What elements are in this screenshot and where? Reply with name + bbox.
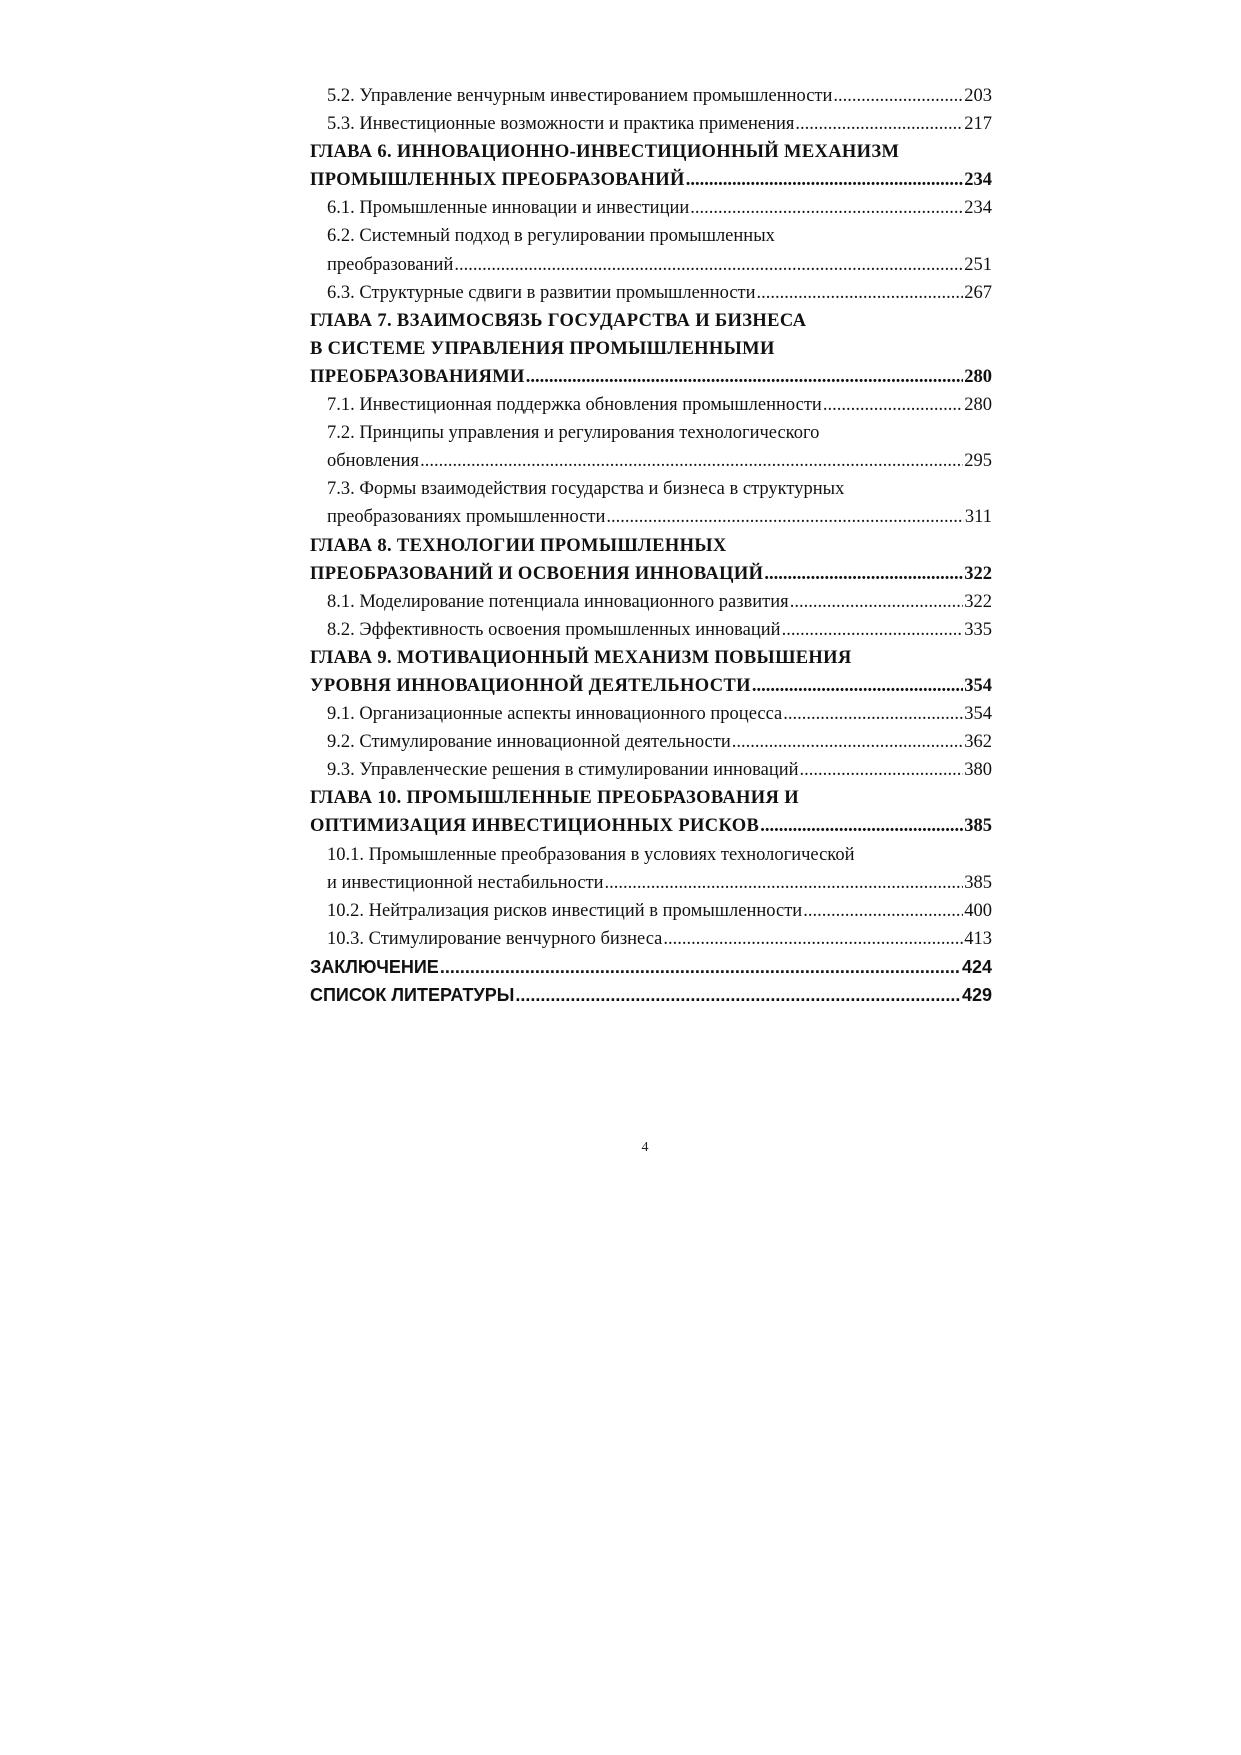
toc-entry-title: 9.1. Организационные аспекты инновационного процесса bbox=[327, 704, 783, 725]
references-title: СПИСОК ЛИТЕРАТУРЫ bbox=[310, 985, 515, 1005]
chapter-title-line1: ГЛАВА 6. ИННОВАЦИОННО-ИНВЕСТИЦИОННЫЙ МЕХАНИЗМ bbox=[310, 142, 900, 163]
toc-entry-8-2 bbox=[310, 616, 992, 644]
dot-leader bbox=[803, 897, 963, 925]
chapter-7-heading-2 bbox=[310, 335, 992, 363]
toc-entry-10-1 bbox=[310, 841, 992, 869]
chapter-page: 280 bbox=[964, 366, 992, 387]
toc-entry-5-3 bbox=[310, 110, 992, 138]
toc-entry-title-line2: и инвестиционной нестабильности bbox=[327, 872, 604, 893]
dot-leader bbox=[800, 756, 964, 784]
toc-entry-page: 385 bbox=[964, 872, 992, 893]
dot-leader bbox=[790, 588, 964, 616]
dot-leader bbox=[795, 110, 963, 138]
chapter-10-heading bbox=[310, 784, 992, 812]
toc-entry-title-line2: обновления bbox=[327, 451, 420, 472]
dot-leader bbox=[833, 82, 963, 110]
toc-entry-page: 322 bbox=[964, 591, 992, 612]
chapter-9-heading bbox=[310, 644, 992, 672]
toc-entry-page: 267 bbox=[964, 282, 992, 303]
toc-entry-page: 354 bbox=[964, 704, 992, 725]
toc-entry-6-2 bbox=[310, 222, 992, 250]
chapter-title-line2: ОПТИМИЗАЦИЯ ИНВЕСТИЦИОННЫХ РИСКОВ bbox=[310, 816, 760, 837]
dot-leader bbox=[420, 447, 963, 475]
toc-entry-title: 9.3. Управленческие решения в стимулировании инноваций bbox=[327, 760, 799, 781]
chapter-title-line3: ПРЕОБРАЗОВАНИЯМИ bbox=[310, 366, 525, 387]
toc-entry-title: 8.1. Моделирование потенциала инновационного развития bbox=[327, 591, 789, 612]
dot-leader bbox=[764, 560, 963, 588]
references-page: 429 bbox=[961, 985, 992, 1005]
toc-entry-page: 217 bbox=[964, 114, 992, 135]
toc-entry-title: 6.1. Промышленные инновации и инвестиции bbox=[327, 198, 690, 219]
toc-entry-10-3 bbox=[310, 925, 992, 953]
toc-entry-title: 10.3. Стимулирование венчурного бизнеса bbox=[327, 928, 663, 949]
conclusion-title: ЗАКЛЮЧЕНИЕ bbox=[310, 956, 439, 977]
chapter-title-line2: В СИСТЕМЕ УПРАВЛЕНИЯ ПРОМЫШЛЕННЫМИ bbox=[310, 338, 775, 359]
toc-entry-page: 413 bbox=[964, 928, 992, 949]
toc-entry-title-line1: 7.2. Принципы управления и регулирования технологического bbox=[327, 423, 820, 444]
toc-entry-title-line1: 6.2. Системный подход в регулировании промышленных bbox=[327, 226, 775, 247]
dot-leader bbox=[757, 279, 964, 307]
chapter-title-line1: ГЛАВА 10. ПРОМЫШЛЕННЫЕ ПРЕОБРАЗОВАНИЯ И bbox=[310, 788, 799, 809]
toc-entry-title: 5.3. Инвестиционные возможности и практика применения bbox=[327, 114, 795, 135]
dot-leader bbox=[732, 728, 963, 756]
toc-references bbox=[310, 981, 992, 1009]
toc-entry-title: 6.3. Структурные сдвиги в развитии промышленности bbox=[327, 282, 756, 303]
toc-entry-title-line1: 10.1. Промышленные преобразования в условиях технологической bbox=[327, 844, 855, 865]
toc-entry-title: 10.2. Нейтрализация рисков инвестиций в промышленности bbox=[327, 900, 803, 921]
toc-entry-5-2 bbox=[310, 82, 992, 110]
dot-leader bbox=[526, 363, 963, 391]
chapter-8-heading-end bbox=[310, 560, 992, 588]
dot-leader bbox=[454, 251, 963, 279]
toc-entry-10-1-end bbox=[310, 869, 992, 897]
chapter-page: 354 bbox=[964, 675, 992, 696]
chapter-8-heading bbox=[310, 532, 992, 560]
toc-entry-9-2 bbox=[310, 728, 992, 756]
toc-entry-7-2-end bbox=[310, 447, 992, 475]
toc-entry-page: 362 bbox=[964, 732, 992, 753]
toc-entry-title: 5.2. Управление венчурным инвестированием промышленности bbox=[327, 86, 833, 106]
chapter-title-line2: ПРОМЫШЛЕННЫХ ПРЕОБРАЗОВАНИЙ bbox=[310, 170, 685, 191]
chapter-7-heading-end bbox=[310, 363, 992, 391]
toc-entry-7-3 bbox=[310, 475, 992, 503]
toc-entry-page: 203 bbox=[964, 86, 992, 106]
toc-entry-page: 280 bbox=[964, 395, 992, 416]
dot-leader bbox=[663, 925, 963, 953]
toc-entry-title-line2: преобразованиях промышленности bbox=[327, 507, 606, 528]
chapter-title-line2: ПРЕОБРАЗОВАНИЙ И ОСВОЕНИЯ ИННОВАЦИЙ bbox=[310, 563, 764, 584]
toc-entry-9-3 bbox=[310, 756, 992, 784]
toc-conclusion bbox=[310, 953, 992, 981]
chapter-6-heading-end bbox=[310, 166, 992, 194]
toc-entry-9-1 bbox=[310, 700, 992, 728]
toc-entry-title: 7.1. Инвестиционная поддержка обновления промышленности bbox=[327, 395, 822, 416]
toc-entry-6-1 bbox=[310, 194, 992, 222]
toc-entry-6-2-end bbox=[310, 251, 992, 279]
chapter-10-heading-end bbox=[310, 812, 992, 840]
toc-entry-8-1 bbox=[310, 588, 992, 616]
dot-leader bbox=[440, 953, 961, 981]
dot-leader bbox=[606, 503, 964, 531]
chapter-title-line1: ГЛАВА 7. ВЗАИМОСВЯЗЬ ГОСУДАРСТВА И БИЗНЕСА bbox=[310, 310, 807, 331]
dot-leader bbox=[783, 700, 963, 728]
dot-leader bbox=[605, 869, 964, 897]
toc-entry-6-3 bbox=[310, 279, 992, 307]
chapter-title-line1: ГЛАВА 8. ТЕХНОЛОГИИ ПРОМЫШЛЕННЫХ bbox=[310, 535, 727, 556]
toc-entry-title: 8.2. Эффективность освоения промышленных инноваций bbox=[327, 619, 781, 640]
conclusion-page: 424 bbox=[961, 956, 992, 977]
toc-entry-page: 295 bbox=[964, 451, 992, 472]
toc-entry-page: 311 bbox=[964, 507, 992, 528]
toc-entry-page: 251 bbox=[964, 254, 992, 275]
chapter-9-heading-end bbox=[310, 672, 992, 700]
toc-entry-10-2 bbox=[310, 897, 992, 925]
toc-entry-7-3-end bbox=[310, 503, 992, 531]
chapter-7-heading bbox=[310, 307, 992, 335]
toc-entry-7-1 bbox=[310, 391, 992, 419]
toc-entry-title: 9.2. Стимулирование инновационной деятельности bbox=[327, 732, 731, 753]
chapter-page: 322 bbox=[964, 563, 992, 584]
dot-leader bbox=[823, 391, 963, 419]
chapter-page: 385 bbox=[964, 816, 992, 837]
toc-entry-page: 380 bbox=[964, 760, 992, 781]
dot-leader bbox=[686, 166, 963, 194]
dot-leader bbox=[752, 672, 963, 700]
chapter-title-line2: УРОВНЯ ИННОВАЦИОННОЙ ДЕЯТЕЛЬНОСТИ bbox=[310, 675, 751, 696]
chapter-6-heading bbox=[310, 138, 992, 166]
toc-entry-page: 234 bbox=[964, 198, 992, 219]
chapter-page: 234 bbox=[964, 170, 992, 191]
toc-entry-page: 335 bbox=[964, 619, 992, 640]
dot-leader bbox=[690, 194, 963, 222]
toc-entry-title-line2: преобразований bbox=[327, 254, 454, 275]
table-of-contents bbox=[310, 82, 992, 1009]
chapter-title-line1: ГЛАВА 9. МОТИВАЦИОННЫЙ МЕХАНИЗМ ПОВЫШЕНИЯ bbox=[310, 647, 852, 668]
toc-entry-title-line1: 7.3. Формы взаимодействия государства и бизнеса в структурных bbox=[327, 479, 845, 500]
toc-entry-7-2 bbox=[310, 419, 992, 447]
dot-leader bbox=[782, 616, 964, 644]
dot-leader bbox=[760, 812, 963, 840]
page-number: 4 bbox=[641, 1140, 649, 1155]
dot-leader bbox=[515, 981, 961, 1009]
toc-entry-page: 400 bbox=[964, 900, 992, 921]
